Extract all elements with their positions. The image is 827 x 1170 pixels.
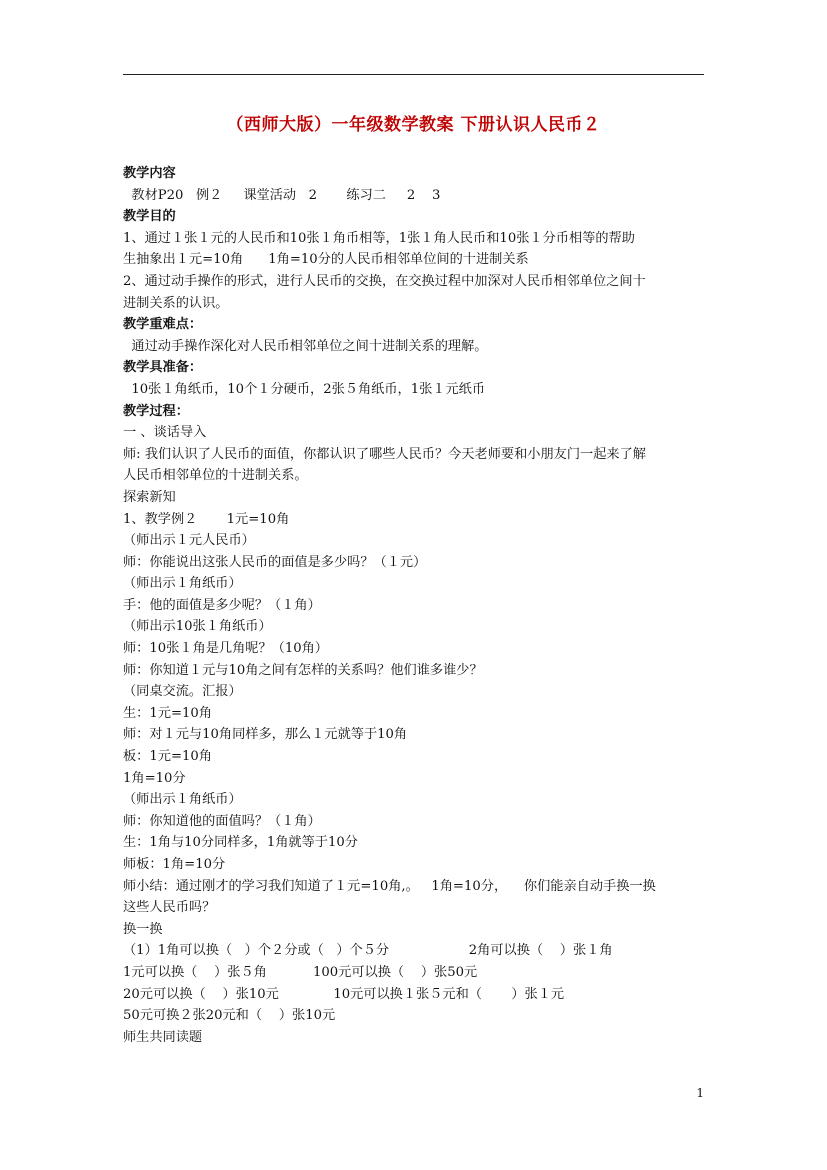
body-line: 教材P20 例２ 课堂活动 2 练习二 2 3 xyxy=(123,187,441,203)
body-line: 师：对１元与10角同样多，那么１元就等于10角 xyxy=(123,727,408,743)
section-heading: 教学具准备： xyxy=(123,360,203,376)
body-line: 人民币相邻单位的十进制关系。 xyxy=(123,468,308,484)
body-line: 1角=10分 xyxy=(123,770,186,786)
body-line: 1元可以换（ ）张５角 100元可以换（ ）张50元 xyxy=(123,964,478,980)
body-line: 师：你能说出这张人民币的面值是多少吗？（１元） xyxy=(123,554,427,570)
body-line: 板：1元=10角 xyxy=(123,749,212,765)
body-line: 一 、谈话导入 xyxy=(123,425,207,441)
body-line: （师出示１元人民币） xyxy=(123,533,255,549)
body-line: 20元可以换（ ）张10元 10元可以换１张５元和（ ）张１元 xyxy=(123,986,565,1002)
body-line: 1、教学例２ 1元=10角 xyxy=(123,511,290,527)
body-line: 生抽象出１元=10角 1角=10分的人民币相邻单位间的十进制关系 xyxy=(123,252,529,268)
body-line: （1）1角可以换（ ）个２分或（ ）个５分 2角可以换（ ）张１角 xyxy=(123,943,613,959)
body-line: 10张１角纸币，10个１分硬币，2张５角纸币，1张１元纸币 xyxy=(123,381,486,397)
body-line: 50元可换２张20元和（ ）张10元 xyxy=(123,1008,336,1024)
body-line: 这些人民币吗？ xyxy=(123,900,216,916)
section-heading: 教学重难点： xyxy=(123,317,203,333)
header-rule xyxy=(123,74,704,75)
body-line: 师小结：通过刚才的学习我们知道了１元=10角,。 1角=10分， 你们能亲自动手换一换 xyxy=(123,878,656,894)
body-line: 通过动手操作深化对人民币相邻单位之间十进制关系的理解。 xyxy=(123,338,488,354)
body-line: 换一换 xyxy=(123,921,163,937)
body-line: （同桌交流。汇报） xyxy=(123,684,242,700)
body-line: 手：他的面值是多少呢？（１角） xyxy=(123,597,321,613)
body-line: 师生共同读题 xyxy=(123,1029,203,1045)
body-line: 师：你知道他的面值吗？（１角） xyxy=(123,813,321,829)
body-line: 生：1元=10角 xyxy=(123,705,212,721)
body-line: 师板：1角=10分 xyxy=(123,857,226,872)
document-body xyxy=(123,163,708,1048)
body-line: 师: 我们认识了人民币的面值，你都认识了哪些人民币？今天老师要和小朋友门一起来了解 xyxy=(123,446,646,462)
body-line: 师：你知道１元与10角之间有怎样的关系吗？他们谁多谁少？ xyxy=(123,662,483,678)
document-title: （西师大版）一年级数学教案 下册认识人民币２ xyxy=(226,115,601,135)
section-heading: 教学内容 xyxy=(123,166,176,181)
body-line: 探索新知 xyxy=(123,489,176,505)
body-line: 2、通过动手操作的形式，进行人民币的交换，在交换过程中加深对人民币相邻单位之间十 xyxy=(123,273,646,289)
section-heading: 教学目的 xyxy=(123,209,176,225)
body-line: 生：1角与10分同样多，1角就等于10分 xyxy=(123,835,358,851)
body-line: 进制关系的认识。 xyxy=(123,295,229,311)
body-line: （师出示１角纸币） xyxy=(123,792,242,808)
body-line: （师出示１角纸币） xyxy=(123,576,242,592)
body-line: 1、通过１张１元的人民币和10张１角币相等，1张１角人民币和10张１分币相等的帮助 xyxy=(123,230,635,246)
section-heading: 教学过程： xyxy=(123,403,189,419)
body-line: （师出示10张１角纸币） xyxy=(123,619,272,635)
page-number: 1 xyxy=(696,1086,704,1100)
body-line: 师：10张１角是几角呢？（10角） xyxy=(123,641,328,657)
